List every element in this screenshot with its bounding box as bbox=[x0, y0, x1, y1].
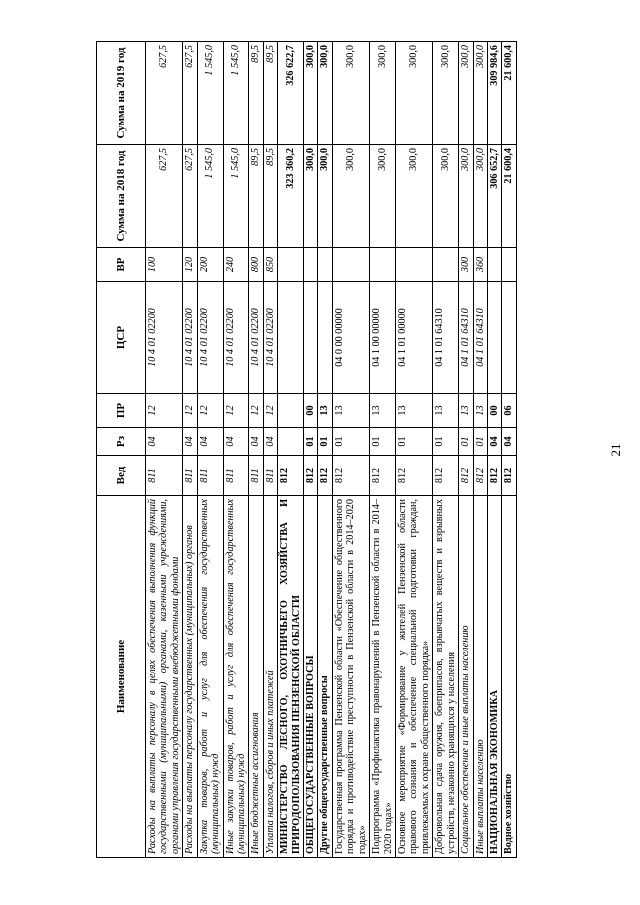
header-rz: Рз bbox=[97, 428, 146, 456]
cell-sum2019: 300,0 bbox=[433, 42, 459, 145]
cell-sum2018: 627,5 bbox=[146, 145, 183, 248]
table-row bbox=[370, 42, 396, 858]
header-csr: ЦСР bbox=[97, 282, 146, 394]
cell-vr bbox=[502, 248, 516, 282]
cell-sum2018: 323 360,2 bbox=[278, 145, 304, 248]
cell-rz: 04 bbox=[223, 428, 249, 456]
cell-ved: 811 bbox=[263, 456, 277, 496]
cell-vr: 240 bbox=[223, 248, 249, 282]
cell-csr bbox=[304, 282, 318, 394]
table-row bbox=[278, 42, 304, 858]
cell-csr bbox=[487, 282, 501, 394]
cell-sum2019: 21 600,4 bbox=[502, 42, 516, 145]
cell-sum2019: 627,5 bbox=[183, 42, 197, 145]
cell-csr: 10 4 01 02200 bbox=[223, 282, 249, 394]
cell-sum2018: 89,5 bbox=[263, 145, 277, 248]
cell-rz: 04 bbox=[487, 428, 501, 456]
cell-csr: 04 1 01 00000 bbox=[396, 282, 433, 394]
cell-sum2018: 300,0 bbox=[396, 145, 433, 248]
table-row bbox=[318, 42, 332, 858]
cell-csr: 10 4 01 02200 bbox=[146, 282, 183, 394]
cell-vr bbox=[278, 248, 304, 282]
cell-sum2018: 300,0 bbox=[433, 145, 459, 248]
table-row bbox=[433, 42, 459, 858]
cell-vr bbox=[370, 248, 396, 282]
cell-name: Расходы на выплаты персоналу государственных (муниципальных) органов bbox=[183, 496, 197, 858]
cell-sum2019: 309 984,6 bbox=[487, 42, 501, 145]
cell-rz bbox=[278, 428, 304, 456]
cell-vr: 360 bbox=[473, 248, 487, 282]
header-sum-2019: Сумма на 2019 год bbox=[97, 42, 146, 145]
cell-sum2019: 300,0 bbox=[473, 42, 487, 145]
table-row bbox=[197, 42, 223, 858]
cell-pr: 13 bbox=[396, 394, 433, 428]
cell-ved: 812 bbox=[459, 456, 473, 496]
cell-sum2018: 306 652,7 bbox=[487, 145, 501, 248]
cell-rz: 01 bbox=[459, 428, 473, 456]
table-body bbox=[146, 42, 517, 858]
cell-vr bbox=[396, 248, 433, 282]
cell-ved: 812 bbox=[304, 456, 318, 496]
cell-csr bbox=[318, 282, 332, 394]
cell-vr bbox=[332, 248, 369, 282]
cell-ved: 812 bbox=[396, 456, 433, 496]
cell-csr: 04 1 01 64310 bbox=[473, 282, 487, 394]
cell-sum2019: 300,0 bbox=[459, 42, 473, 145]
cell-name: Социальное обеспечение и иные выплаты населению bbox=[459, 496, 473, 858]
cell-sum2018: 1 545,0 bbox=[223, 145, 249, 248]
cell-sum2018: 300,0 bbox=[370, 145, 396, 248]
table-row bbox=[502, 42, 516, 858]
cell-pr: 12 bbox=[223, 394, 249, 428]
cell-name: МИНИСТЕРСТВО ЛЕСНОГО, ОХОТНИЧЬЕГО ХОЗЯЙСТВА И ПРИРОДОПОЛЬЗОВАНИЯ ПЕНЗЕНСКОЙ ОБЛАСТИ bbox=[278, 496, 304, 858]
cell-name: ОБЩЕГОСУДАРСТВЕННЫЕ ВОПРОСЫ bbox=[304, 496, 318, 858]
header-pr: ПР bbox=[97, 394, 146, 428]
cell-csr: 04 0 00 00000 bbox=[332, 282, 369, 394]
cell-sum2018: 1 545,0 bbox=[197, 145, 223, 248]
cell-pr: 12 bbox=[183, 394, 197, 428]
cell-pr: 12 bbox=[249, 394, 263, 428]
cell-rz: 01 bbox=[396, 428, 433, 456]
cell-ved: 811 bbox=[197, 456, 223, 496]
cell-sum2019: 300,0 bbox=[332, 42, 369, 145]
cell-sum2019: 1 545,0 bbox=[223, 42, 249, 145]
cell-csr: 10 4 01 02200 bbox=[197, 282, 223, 394]
cell-sum2018: 300,0 bbox=[332, 145, 369, 248]
cell-pr: 12 bbox=[197, 394, 223, 428]
cell-name: Иные бюджетные ассигнования bbox=[249, 496, 263, 858]
cell-sum2019: 627,5 bbox=[146, 42, 183, 145]
cell-vr: 300 bbox=[459, 248, 473, 282]
cell-pr: 13 bbox=[318, 394, 332, 428]
cell-csr: 10 4 01 02200 bbox=[249, 282, 263, 394]
cell-csr: 10 4 01 02200 bbox=[183, 282, 197, 394]
cell-rz: 04 bbox=[197, 428, 223, 456]
table-row bbox=[332, 42, 369, 858]
cell-pr: 13 bbox=[459, 394, 473, 428]
cell-ved: 812 bbox=[487, 456, 501, 496]
header-name: Наименование bbox=[97, 496, 146, 858]
table-row bbox=[473, 42, 487, 858]
cell-ved: 812 bbox=[332, 456, 369, 496]
cell-name: Водное хозяйство bbox=[502, 496, 516, 858]
cell-vr: 800 bbox=[249, 248, 263, 282]
cell-vr bbox=[433, 248, 459, 282]
cell-name: Добровольная сдача оружия, боеприпасов, взрывчатых веществ и взрывных устройств, незаконно хранящихся у населения bbox=[433, 496, 459, 858]
cell-vr: 120 bbox=[183, 248, 197, 282]
cell-sum2018: 300,0 bbox=[459, 145, 473, 248]
cell-rz: 01 bbox=[433, 428, 459, 456]
cell-name: Основное мероприятие «Формирование у жителей Пензенской области правового сознания и обеспечение специальной подготовки граждан, привлекаемых к охране общественного порядка» bbox=[396, 496, 433, 858]
cell-name: Иные выплаты населению bbox=[473, 496, 487, 858]
table-row bbox=[223, 42, 249, 858]
cell-ved: 812 bbox=[473, 456, 487, 496]
cell-sum2018: 300,0 bbox=[473, 145, 487, 248]
cell-pr bbox=[278, 394, 304, 428]
cell-rz: 01 bbox=[318, 428, 332, 456]
cell-csr bbox=[278, 282, 304, 394]
cell-sum2018: 627,5 bbox=[183, 145, 197, 248]
cell-rz: 04 bbox=[183, 428, 197, 456]
cell-sum2018: 21 600,4 bbox=[502, 145, 516, 248]
cell-rz: 04 bbox=[263, 428, 277, 456]
cell-ved: 812 bbox=[278, 456, 304, 496]
cell-sum2019: 89,5 bbox=[263, 42, 277, 145]
cell-pr: 12 bbox=[146, 394, 183, 428]
cell-csr: 04 1 01 64310 bbox=[433, 282, 459, 394]
cell-pr: 13 bbox=[370, 394, 396, 428]
table-row bbox=[263, 42, 277, 858]
cell-ved: 812 bbox=[502, 456, 516, 496]
cell-sum2019: 300,0 bbox=[318, 42, 332, 145]
header-vr: ВР bbox=[97, 248, 146, 282]
cell-pr: 13 bbox=[332, 394, 369, 428]
cell-ved: 811 bbox=[183, 456, 197, 496]
cell-sum2019: 300,0 bbox=[396, 42, 433, 145]
cell-csr: 10 4 01 02200 bbox=[263, 282, 277, 394]
cell-sum2019: 300,0 bbox=[304, 42, 318, 145]
cell-pr: 00 bbox=[304, 394, 318, 428]
table-row bbox=[487, 42, 501, 858]
cell-rz: 04 bbox=[146, 428, 183, 456]
cell-vr: 200 bbox=[197, 248, 223, 282]
cell-pr: 06 bbox=[502, 394, 516, 428]
table-row bbox=[459, 42, 473, 858]
cell-name: Государственная программа Пензенской области «Обеспечение общественного порядка и противодействие преступности в Пензенской области в 2014–2020 годах» bbox=[332, 496, 369, 858]
cell-pr: 13 bbox=[473, 394, 487, 428]
cell-csr bbox=[502, 282, 516, 394]
cell-rz: 01 bbox=[370, 428, 396, 456]
budget-table bbox=[96, 41, 517, 858]
cell-vr bbox=[304, 248, 318, 282]
cell-sum2019: 89,5 bbox=[249, 42, 263, 145]
cell-ved: 812 bbox=[433, 456, 459, 496]
cell-pr: 12 bbox=[263, 394, 277, 428]
cell-name: Подпрограмма «Профилактика правонарушений в Пензенской области в 2014–2020 годах» bbox=[370, 496, 396, 858]
cell-sum2019: 1 545,0 bbox=[197, 42, 223, 145]
cell-vr: 850 bbox=[263, 248, 277, 282]
cell-name: Иные закупки товаров, работ и услуг для обеспечения государственных (муниципальных) нужд bbox=[223, 496, 249, 858]
cell-rz: 04 bbox=[249, 428, 263, 456]
header-row bbox=[97, 42, 146, 858]
cell-csr: 04 1 00 00000 bbox=[370, 282, 396, 394]
table-row bbox=[396, 42, 433, 858]
header-ved: Вед bbox=[97, 456, 146, 496]
header-sum-2018: Сумма на 2018 год bbox=[97, 145, 146, 248]
cell-ved: 811 bbox=[223, 456, 249, 496]
cell-rz: 01 bbox=[304, 428, 318, 456]
cell-ved: 811 bbox=[249, 456, 263, 496]
cell-rz: 04 bbox=[502, 428, 516, 456]
cell-ved: 812 bbox=[370, 456, 396, 496]
table-row bbox=[146, 42, 183, 858]
budget-table-frame bbox=[96, 42, 588, 858]
page-number: 21 bbox=[608, 443, 623, 457]
cell-pr: 00 bbox=[487, 394, 501, 428]
cell-rz: 01 bbox=[332, 428, 369, 456]
cell-ved: 812 bbox=[318, 456, 332, 496]
table-row bbox=[249, 42, 263, 858]
cell-name: Уплата налогов, сборов и иных платежей bbox=[263, 496, 277, 858]
cell-name: Расходы на выплаты персоналу в целях обеспечения выполнения функций государственными (муниципальными) органами, казенными учреждениями, органами управления государственными внебюджетными фондами bbox=[146, 496, 183, 858]
cell-vr: 100 bbox=[146, 248, 183, 282]
cell-sum2018: 89,5 bbox=[249, 145, 263, 248]
cell-pr: 13 bbox=[433, 394, 459, 428]
cell-sum2018: 300,0 bbox=[318, 145, 332, 248]
cell-csr: 04 1 01 64310 bbox=[459, 282, 473, 394]
cell-sum2019: 326 622,7 bbox=[278, 42, 304, 145]
cell-vr bbox=[318, 248, 332, 282]
cell-name: Закупка товаров, работ и услуг для обеспечения государственных (муниципальных) нужд bbox=[197, 496, 223, 858]
cell-rz: 01 bbox=[473, 428, 487, 456]
table-row bbox=[183, 42, 197, 858]
cell-sum2019: 300,0 bbox=[370, 42, 396, 145]
cell-name: НАЦИОНАЛЬНАЯ ЭКОНОМИКА bbox=[487, 496, 501, 858]
cell-name: Другие общегосударственные вопросы bbox=[318, 496, 332, 858]
cell-ved: 811 bbox=[146, 456, 183, 496]
cell-sum2018: 300,0 bbox=[304, 145, 318, 248]
cell-vr bbox=[487, 248, 501, 282]
table-row bbox=[304, 42, 318, 858]
